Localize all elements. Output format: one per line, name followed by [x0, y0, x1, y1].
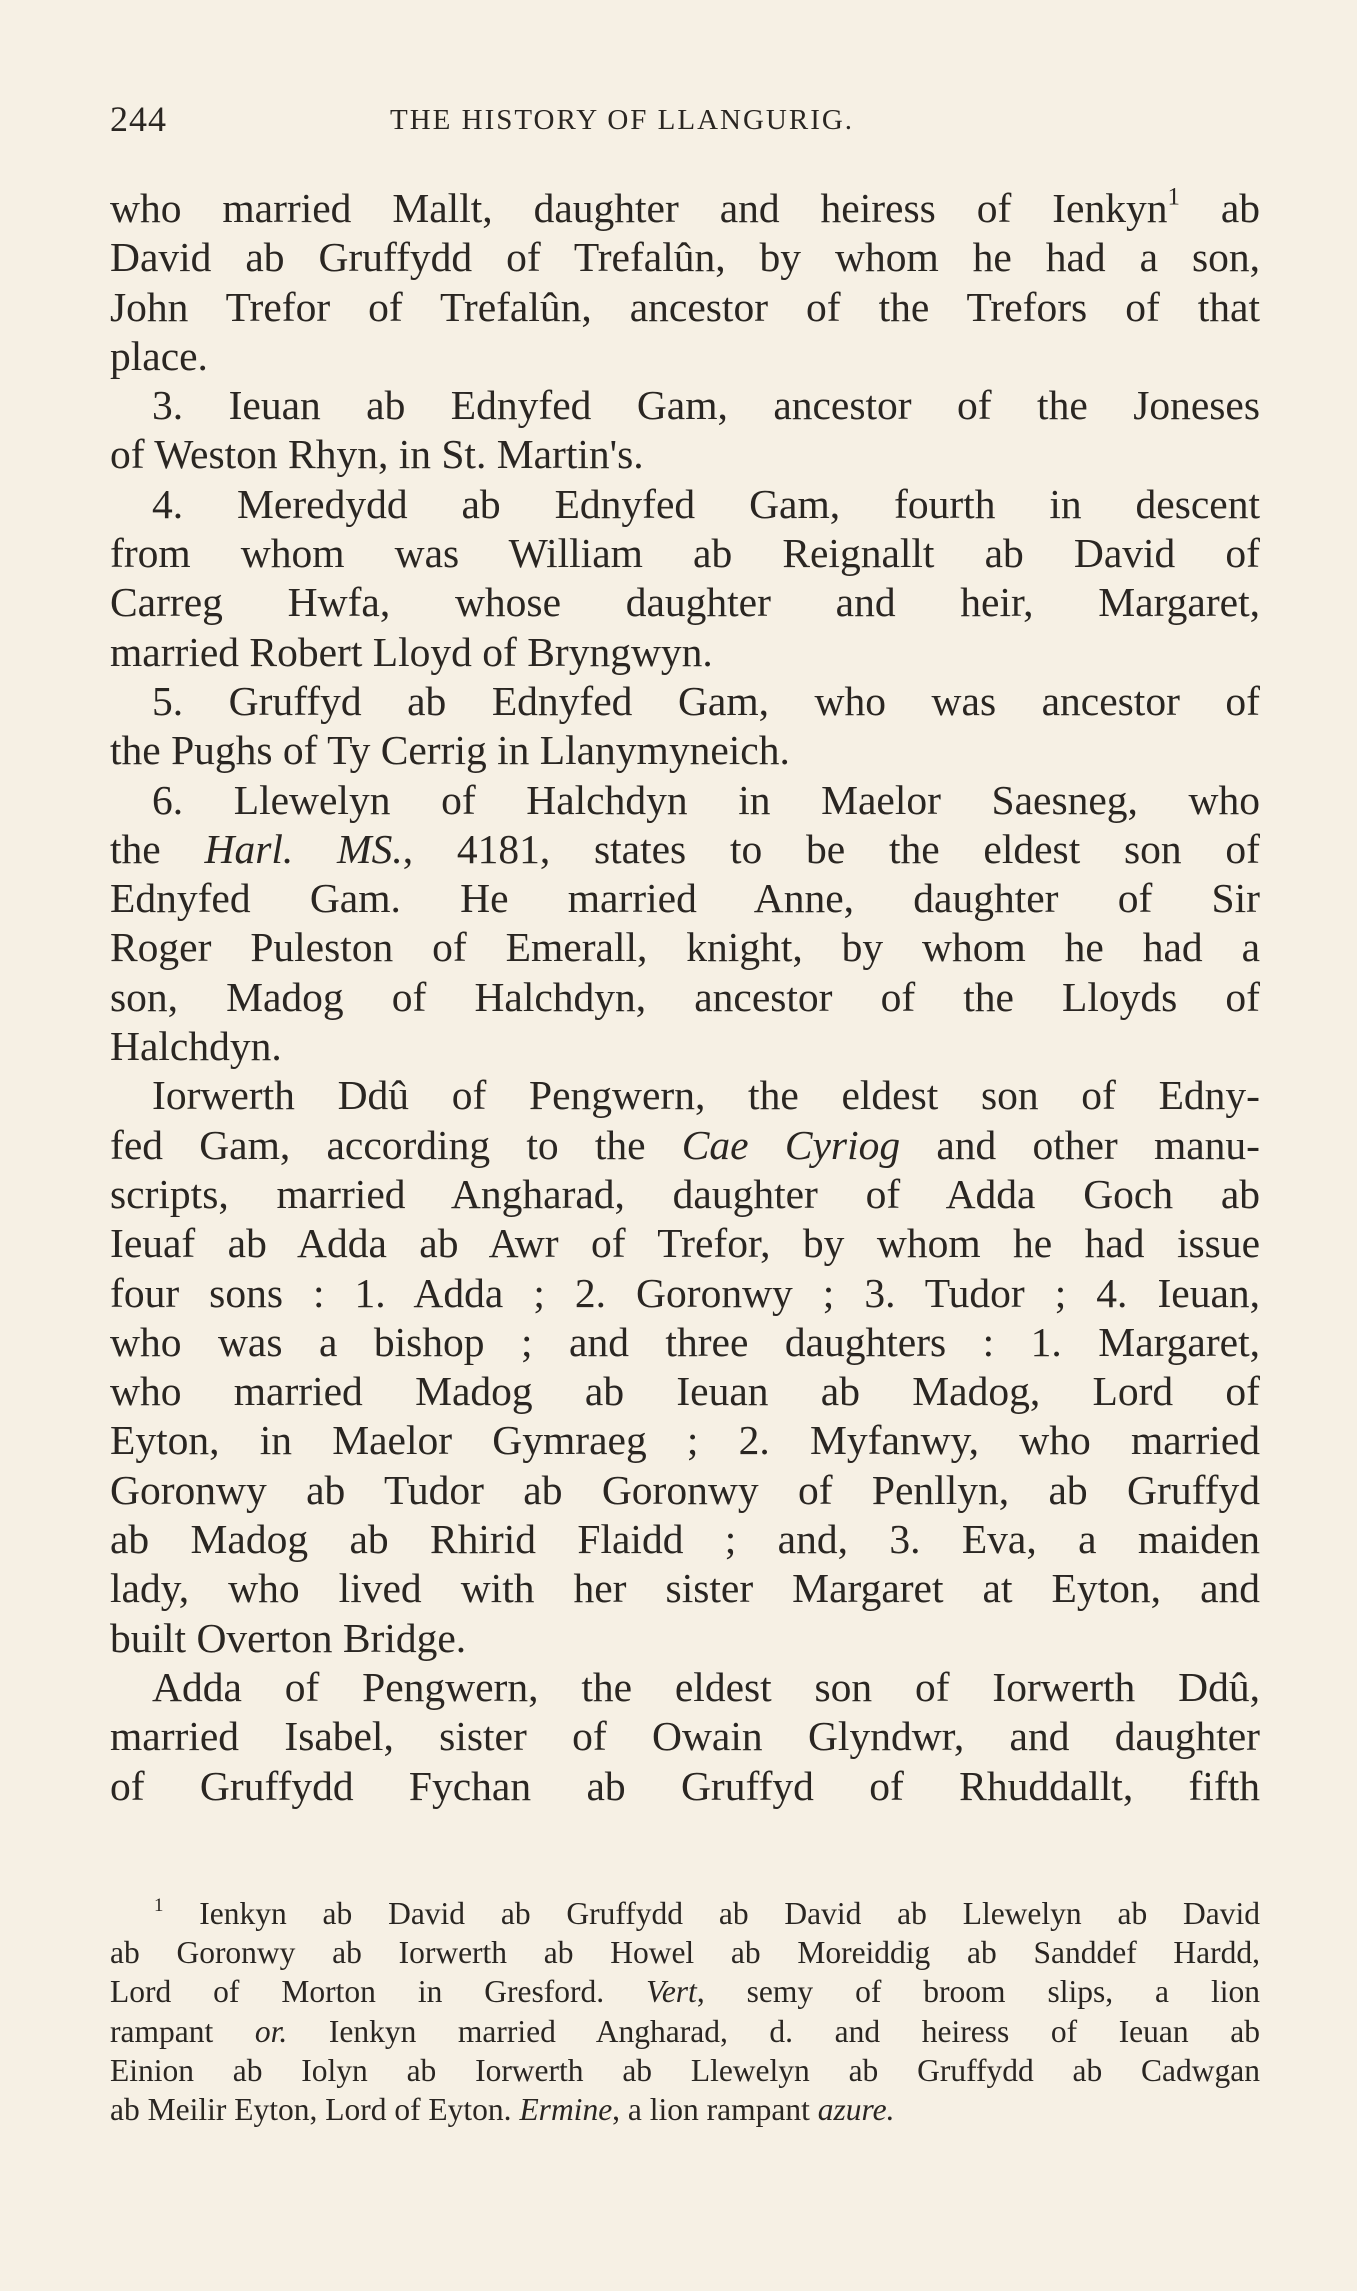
text-line: the Pughs of Ty Cerrig in Llanymyneich.	[110, 727, 790, 774]
page-header	[110, 98, 1260, 148]
footnote-line: ab Goronwy ab Iorwerth ab Howel ab Moreiddig ab Sanddef Hardd,	[110, 1935, 1260, 1971]
text-line: Ieuaf ab Adda ab Awr of Trefor, by whom he had issue	[110, 1220, 1260, 1267]
text-line: Carreg Hwfa, whose daughter and heir, Margaret,	[110, 579, 1260, 626]
text-line: four sons : 1. Adda ; 2. Goronwy ; 3. Tudor ; 4. Ieuan,	[110, 1269, 1260, 1316]
footnote-line: Einion ab Iolyn ab Iorwerth ab Llewelyn ab Gruffydd ab Cadwgan	[110, 2052, 1260, 2088]
text-line: Iorwerth Ddû of Pengwern, the eldest son of Edny-	[152, 1072, 1260, 1119]
text-line: Adda of Pengwern, the eldest son of Iorwerth Ddû,	[152, 1663, 1260, 1710]
text-line: ab Madog ab Rhirid Flaidd ; and, 3. Eva, a maiden	[110, 1516, 1260, 1563]
text-line: Goronwy ab Tudor ab Goronwy of Penllyn, ab Gruffyd	[110, 1466, 1260, 1513]
text-line: of Weston Rhyn, in St. Martin's.	[110, 431, 644, 478]
text-line: the Harl. MS., 4181, states to be the eldest son of	[110, 825, 1260, 872]
text-line: lady, who lived with her sister Margaret at Eyton, and	[110, 1565, 1260, 1612]
text-line: 3. Ieuan ab Ednyfed Gam, ancestor of the Joneses	[152, 382, 1260, 429]
text-line: son, Madog of Halchdyn, ancestor of the Lloyds of	[110, 973, 1260, 1020]
text-line: David ab Gruffydd of Trefalûn, by whom he had a son,	[110, 234, 1260, 281]
text-line: place.	[110, 332, 208, 379]
footnote-line: $^1$ Ienkyn ab David ab Gruffydd ab David ab Llewelyn ab David	[154, 1894, 1260, 1931]
text-line: 4. Meredydd ab Ednyfed Gam, fourth in descent	[152, 480, 1260, 527]
footnote-line: rampant or. Ienkyn married Angharad, d. and heiress of Ieuan ab	[110, 2013, 1260, 2049]
text-line: John Trefor of Trefalûn, ancestor of the Trefors of that	[110, 283, 1260, 330]
text-line: Roger Puleston of Emerall, knight, by whom he had a	[110, 924, 1260, 971]
footnotes	[110, 1894, 1260, 2129]
footnote-line: ab Meilir Eyton, Lord of Eyton. Ermine, a lion rampant azure.	[110, 2091, 895, 2127]
text-line: 5. Gruffyd ab Ednyfed Gam, who was ancestor of	[152, 677, 1260, 724]
text-line: married Robert Lloyd of Bryngwyn.	[110, 628, 713, 675]
text-line: Eyton, in Maelor Gymraeg ; 2. Myfanwy, who married	[110, 1417, 1260, 1464]
footnote-line: Lord of Morton in Gresford. Vert, semy of broom slips, a lion	[110, 1974, 1260, 2010]
text-line: who married Madog ab Ieuan ab Madog, Lord of	[110, 1368, 1260, 1415]
text-line: fed Gam, according to the Cae Cyriog and other manu-	[110, 1121, 1260, 1168]
main-text	[110, 184, 1260, 1811]
text-line: scripts, married Angharad, daughter of Adda Goch ab	[110, 1170, 1260, 1217]
text-line: Ednyfed Gam. He married Anne, daughter of Sir	[110, 875, 1260, 922]
text-line: built Overton Bridge.	[110, 1614, 467, 1661]
running-head: THE HISTORY OF LLANGURIG.	[390, 104, 855, 136]
text-line: from whom was William ab Reignallt ab David of	[110, 530, 1260, 577]
text-line: who married Mallt, daughter and heiress of Ienkyn$^1$ ab	[110, 184, 1260, 231]
text-line: 6. Llewelyn of Halchdyn in Maelor Saesneg, who	[152, 776, 1260, 823]
text-line: Halchdyn.	[110, 1023, 282, 1070]
page-number: 244	[110, 99, 167, 139]
text-line: who was a bishop ; and three daughters : 1. Margaret,	[110, 1318, 1260, 1365]
text-line: of Gruffydd Fychan ab Gruffyd of Rhuddallt, fifth	[110, 1762, 1260, 1809]
text-line: married Isabel, sister of Owain Glyndwr, and daughter	[110, 1713, 1260, 1760]
